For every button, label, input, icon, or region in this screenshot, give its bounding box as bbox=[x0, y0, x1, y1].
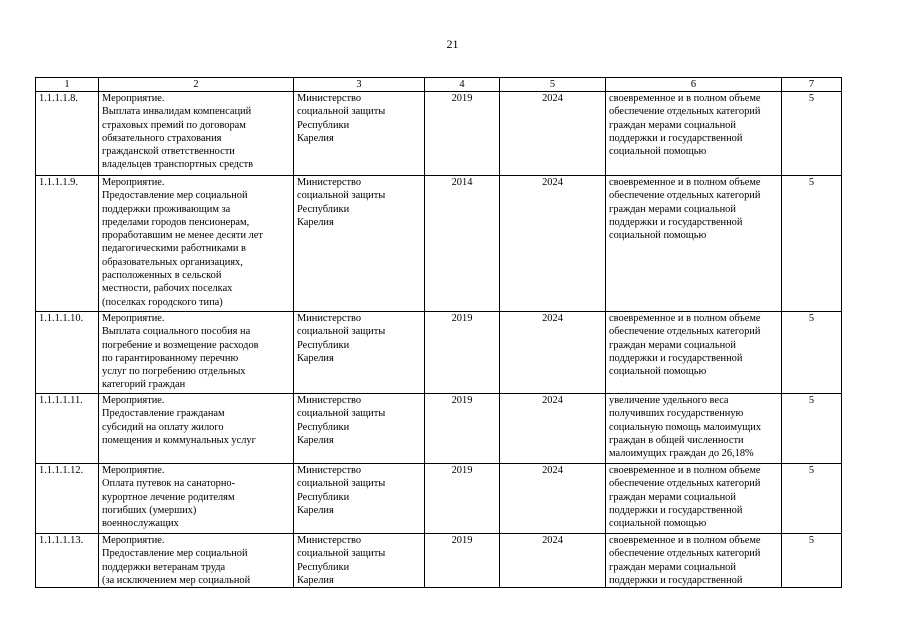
table-row bbox=[36, 394, 842, 464]
item-number: 1.1.1.1.13. bbox=[36, 534, 99, 588]
expected-result-line: поддержки и государственной bbox=[609, 216, 743, 228]
end-year: 2024 bbox=[500, 534, 606, 588]
expected-result-line: обеспечение отдельных категорий bbox=[609, 190, 761, 202]
start-year: 2019 bbox=[425, 534, 500, 588]
expected-result bbox=[606, 176, 782, 312]
event-description-line: Мероприятие. bbox=[102, 93, 165, 104]
event-description-line: категорий граждан bbox=[102, 379, 186, 391]
responsible-executor-line: социальной защиты bbox=[297, 548, 386, 560]
end-year: 2024 bbox=[500, 464, 606, 534]
event-description-line: расположенных в сельской bbox=[102, 270, 222, 282]
event-description-line: Мероприятие. bbox=[102, 535, 165, 546]
column-header: 6 bbox=[606, 78, 782, 92]
event-description bbox=[99, 92, 294, 176]
expected-result-line: социальной помощью bbox=[609, 518, 707, 530]
column-header: 5 bbox=[500, 78, 606, 92]
table-row bbox=[36, 534, 842, 588]
expected-result bbox=[606, 394, 782, 464]
event-description-line: Мероприятие. bbox=[102, 465, 165, 476]
expected-result-line: граждан мерами социальной bbox=[609, 339, 736, 351]
event-description-line: услуг по погребению отдельных bbox=[102, 366, 246, 378]
column-header: 7 bbox=[782, 78, 842, 92]
event-description-line: Предоставление мер социальной bbox=[102, 548, 248, 560]
responsible-executor-line: Республики bbox=[297, 203, 350, 215]
end-year: 2024 bbox=[500, 92, 606, 176]
expected-result-line: получивших государственную bbox=[609, 408, 744, 420]
indicator-link: 5 bbox=[782, 176, 842, 312]
indicator-link: 5 bbox=[782, 92, 842, 176]
column-header: 4 bbox=[425, 78, 500, 92]
responsible-executor bbox=[294, 394, 425, 464]
indicator-link: 5 bbox=[782, 464, 842, 534]
responsible-executor-line: Карелия bbox=[297, 352, 334, 364]
responsible-executor-line: Карелия bbox=[297, 574, 334, 586]
event-description-line: владельцев транспортных средств bbox=[102, 159, 254, 171]
table-row bbox=[36, 464, 842, 534]
event-description-line: Выплата социального пособия на bbox=[102, 326, 251, 338]
responsible-executor-line: Республики bbox=[297, 119, 350, 131]
expected-result-line: обеспечение отдельных категорий bbox=[609, 326, 761, 338]
event-description-line: Выплата инвалидам компенсаций bbox=[102, 106, 252, 118]
event-description-line: проработавшим не менее десяти лет bbox=[102, 230, 263, 242]
expected-result-line: своевременное и в полном объеме bbox=[609, 535, 761, 546]
event-description-line: Мероприятие. bbox=[102, 395, 165, 406]
responsible-executor-line: Министерство bbox=[297, 395, 362, 406]
expected-result-line: социальной помощью bbox=[609, 230, 707, 242]
event-description-line: Мероприятие. bbox=[102, 313, 165, 324]
responsible-executor-line: Республики bbox=[297, 421, 350, 433]
start-year: 2019 bbox=[425, 464, 500, 534]
column-header: 3 bbox=[294, 78, 425, 92]
end-year: 2024 bbox=[500, 394, 606, 464]
item-number: 1.1.1.1.10. bbox=[36, 312, 99, 394]
item-number: 1.1.1.1.11. bbox=[36, 394, 99, 464]
expected-result-line: социальную помощь малоимущих bbox=[609, 421, 762, 433]
table-row bbox=[36, 312, 842, 394]
start-year: 2014 bbox=[425, 176, 500, 312]
event-description-line: по гарантированному перечню bbox=[102, 352, 239, 364]
end-year: 2024 bbox=[500, 312, 606, 394]
expected-result-line: граждан мерами социальной bbox=[609, 491, 736, 503]
expected-result-line: обеспечение отдельных категорий bbox=[609, 106, 761, 118]
item-number: 1.1.1.1.8. bbox=[36, 92, 99, 176]
event-description-line: Предоставление гражданам bbox=[102, 408, 225, 420]
end-year: 2024 bbox=[500, 176, 606, 312]
event-description-line: педагогическими работниками в bbox=[102, 243, 246, 255]
responsible-executor-line: Республики bbox=[297, 491, 350, 503]
item-number: 1.1.1.1.12. bbox=[36, 464, 99, 534]
responsible-executor-line: Министерство bbox=[297, 465, 362, 476]
expected-result-line: граждан мерами социальной bbox=[609, 203, 736, 215]
responsible-executor bbox=[294, 176, 425, 312]
expected-result-line: социальной помощью bbox=[609, 366, 707, 378]
event-description-line: гражданской ответственности bbox=[102, 146, 235, 158]
start-year: 2019 bbox=[425, 394, 500, 464]
responsible-executor-line: Министерство bbox=[297, 535, 362, 546]
page-number: 21 bbox=[446, 37, 459, 51]
start-year: 2019 bbox=[425, 92, 500, 176]
table-row bbox=[36, 176, 842, 312]
expected-result-line: поддержки и государственной bbox=[609, 504, 743, 516]
event-description-line: субсидий на оплату жилого bbox=[102, 421, 224, 433]
expected-result bbox=[606, 312, 782, 394]
responsible-executor-line: социальной защиты bbox=[297, 408, 386, 420]
event-description bbox=[99, 534, 294, 588]
event-description-line: Мероприятие. bbox=[102, 177, 165, 188]
event-description bbox=[99, 312, 294, 394]
expected-result-line: граждан мерами социальной bbox=[609, 119, 736, 131]
expected-result-line: граждан мерами социальной bbox=[609, 561, 736, 573]
event-description-line: помещения и коммунальных услуг bbox=[102, 434, 256, 446]
expected-result-line: социальной помощью bbox=[609, 146, 707, 158]
event-description bbox=[99, 176, 294, 312]
event-description-line: местности, рабочих поселках bbox=[102, 283, 233, 295]
responsible-executor-line: социальной защиты bbox=[297, 106, 386, 118]
event-description-line: погибших (умерших) bbox=[102, 504, 197, 516]
column-header: 2 bbox=[99, 78, 294, 92]
event-description-line: (за исключением мер социальной bbox=[102, 574, 251, 586]
expected-result-line: своевременное и в полном объеме bbox=[609, 465, 761, 476]
event-description-line: погребение и возмещение расходов bbox=[102, 339, 259, 351]
responsible-executor-line: социальной защиты bbox=[297, 478, 386, 490]
expected-result-line: поддержки и государственной bbox=[609, 132, 743, 144]
expected-result-line: граждан в общей численности bbox=[609, 434, 744, 446]
table-body bbox=[36, 78, 842, 588]
responsible-executor-line: Республики bbox=[297, 339, 350, 351]
start-year: 2019 bbox=[425, 312, 500, 394]
event-description-line: курортное лечение родителям bbox=[102, 491, 235, 503]
expected-result-line: своевременное и в полном объеме bbox=[609, 93, 761, 104]
indicator-link: 5 bbox=[782, 534, 842, 588]
responsible-executor bbox=[294, 312, 425, 394]
expected-result bbox=[606, 534, 782, 588]
responsible-executor-line: социальной защиты bbox=[297, 326, 386, 338]
item-number: 1.1.1.1.9. bbox=[36, 176, 99, 312]
expected-result bbox=[606, 92, 782, 176]
responsible-executor-line: Министерство bbox=[297, 93, 362, 104]
expected-result-line: увеличение удельного веса bbox=[609, 395, 729, 406]
responsible-executor-line: Карелия bbox=[297, 504, 334, 516]
expected-result-line: малоимущих граждан до 26,18% bbox=[609, 448, 754, 460]
responsible-executor-line: Карелия bbox=[297, 434, 334, 446]
responsible-executor-line: социальной защиты bbox=[297, 190, 386, 202]
event-description-line: поддержки проживающим за bbox=[102, 203, 231, 215]
expected-result-line: поддержки и государственной bbox=[609, 574, 743, 586]
responsible-executor-line: Министерство bbox=[297, 177, 362, 188]
event-description-line: образовательных организациях, bbox=[102, 256, 243, 268]
expected-result bbox=[606, 464, 782, 534]
event-description-line: военнослужащих bbox=[102, 518, 179, 530]
table-row bbox=[36, 92, 842, 176]
responsible-executor bbox=[294, 92, 425, 176]
event-description-line: страховых премий по договорам bbox=[102, 119, 246, 131]
event-description-line: (поселках городского типа) bbox=[102, 296, 223, 308]
event-description-line: поддержки ветеранам труда bbox=[102, 561, 226, 573]
event-description bbox=[99, 464, 294, 534]
expected-result-line: обеспечение отдельных категорий bbox=[609, 478, 761, 490]
indicator-link: 5 bbox=[782, 394, 842, 464]
event-description bbox=[99, 394, 294, 464]
event-description-line: Предоставление мер социальной bbox=[102, 190, 248, 202]
expected-result-line: своевременное и в полном объеме bbox=[609, 177, 761, 188]
responsible-executor-line: Министерство bbox=[297, 313, 362, 324]
expected-result-line: поддержки и государственной bbox=[609, 352, 743, 364]
expected-result-line: своевременное и в полном объеме bbox=[609, 313, 761, 324]
indicator-link: 5 bbox=[782, 312, 842, 394]
responsible-executor-line: Карелия bbox=[297, 216, 334, 228]
responsible-executor-line: Карелия bbox=[297, 132, 334, 144]
responsible-executor bbox=[294, 464, 425, 534]
program-table bbox=[35, 77, 842, 588]
responsible-executor bbox=[294, 534, 425, 588]
expected-result-line: обеспечение отдельных категорий bbox=[609, 548, 761, 560]
column-header: 1 bbox=[36, 78, 99, 92]
responsible-executor-line: Республики bbox=[297, 561, 350, 573]
event-description-line: обязательного страхования bbox=[102, 132, 222, 144]
event-description-line: Оплата путевок на санаторно- bbox=[102, 478, 236, 490]
event-description-line: пределами городов пенсионерам, bbox=[102, 216, 250, 228]
header-row bbox=[36, 78, 842, 92]
